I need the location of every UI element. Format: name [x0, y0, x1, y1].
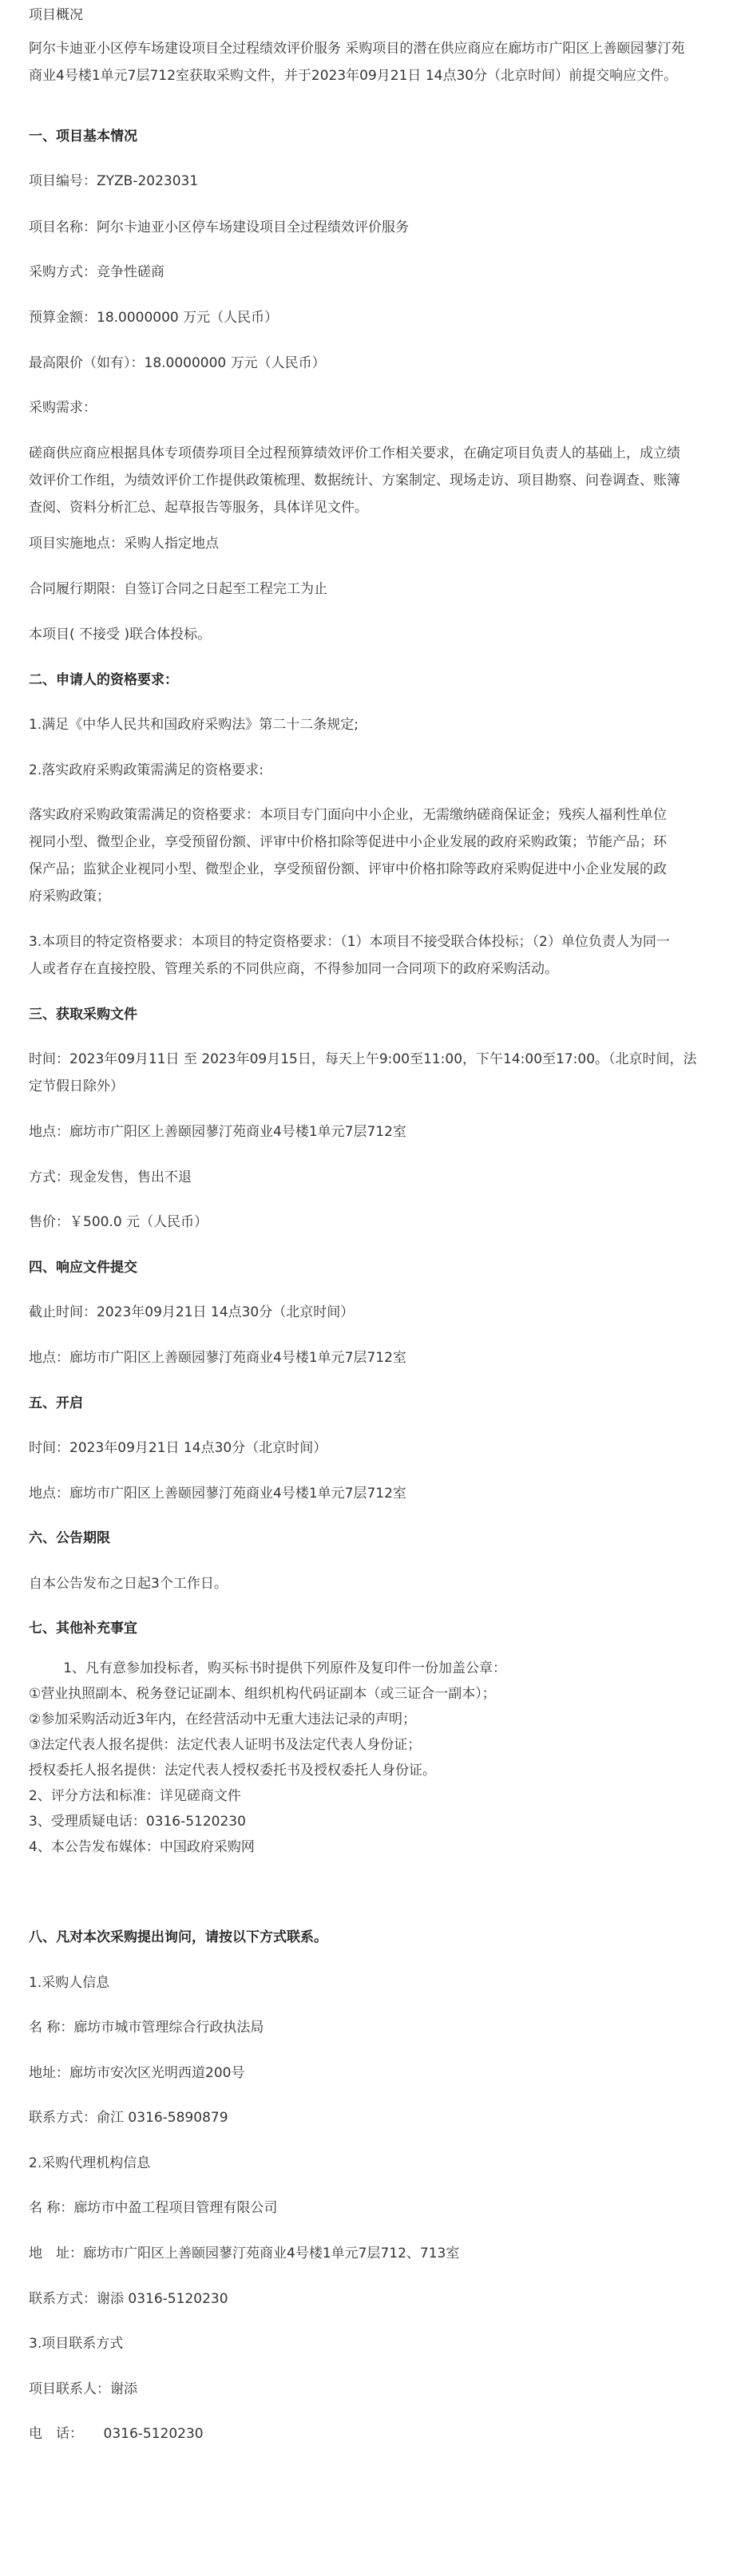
submission-place: 地点：廊坊市广阳区上善颐园蓼汀苑商业4号楼1单元7层712室: [29, 1350, 406, 1366]
acquire-time-line-2: 定节假日除外）: [29, 1078, 124, 1094]
agency-contact: 联系方式：谢添 0316-5120230: [29, 2291, 228, 2307]
opening-time: 时间：2023年09月21日 14点30分（北京时间）: [29, 1440, 327, 1456]
agency-name: 名 称：廊坊市中盈工程项目管理有限公司: [29, 2200, 278, 2216]
consortium-note: 本项目( 不接受 )联合体投标。: [29, 627, 212, 643]
demand-line-1: 磋商供应商应根据具体专项债券项目全过程预算绩效评价工作相关要求，在确定项目负责人的基础上，成立绩: [29, 445, 680, 461]
section-5-heading: 五、开启: [29, 1395, 83, 1411]
acquire-time-line-1: 时间：2023年09月11日 至 2023年09月15日，每天上午9:00至11:00，下午14:00至17:00。（北京时间，法: [29, 1051, 697, 1067]
supplement-line: ②参加采购活动近3年内，在经营活动中无重大违法记录的声明；: [29, 1711, 417, 1727]
section-1-heading: 一、项目基本情况: [29, 129, 137, 144]
section-3-heading: 三、获取采购文件: [29, 1007, 137, 1023]
buyer-contact: 联系方式：俞江 0316-5890879: [29, 2110, 228, 2126]
acquire-way: 方式：现金发售，售出不退: [29, 1169, 192, 1185]
qualification-item-3-line-2: 人或者存在直接控股、管理关系的不同供应商，不得参加同一合同项下的政府采购活动。: [29, 961, 558, 977]
implementation-location: 项目实施地点：采购人指定地点: [29, 536, 219, 552]
supplement-line: 2、评分方法和标准：详见磋商文件: [29, 1788, 241, 1804]
overview-line-2: 商业4号楼1单元7层712室获取采购文件，并于2023年09月21日 14点30分（北京时间）前提交响应文件。: [29, 68, 678, 84]
demand-line-3: 查阅、资料分析汇总、起草报告等服务，具体详见文件。: [29, 500, 368, 516]
supplement-line: 1、凡有意参加投标者，购买标书时提供下列原件及复印件一份加盖公章：: [29, 1660, 507, 1676]
overview-line-1: 阿尔卡迪亚小区停车场建设项目全过程绩效评价服务 采购项目的潜在供应商应在廊坊市广阳区上善颐园蓼汀苑: [29, 41, 685, 57]
policy-line-4: 府采购政策；: [29, 888, 110, 904]
buyer-address: 地址：廊坊市安次区光明西道200号: [29, 2065, 245, 2081]
contract-period: 合同履行期限：自签订合同之日起至工程完工为止: [29, 581, 327, 597]
project-name: 项目名称：阿尔卡迪亚小区停车场建设项目全过程绩效评价服务: [29, 220, 409, 235]
project-contact-title: 3.项目联系方式: [29, 2336, 124, 2352]
section-2-heading: 二、申请人的资格要求：: [29, 672, 178, 688]
procurement-method: 采购方式：竞争性磋商: [29, 264, 164, 280]
supplement-line: 3、受理质疑电话：0316-5120230: [29, 1814, 246, 1830]
submission-deadline: 截止时间：2023年09月21日 14点30分（北京时间）: [29, 1304, 355, 1320]
supplement-line: ①营业执照副本、税务登记证副本、组织机构代码证副本（或三证合一副本）；: [29, 1686, 496, 1702]
supplement-line: ③法定代表人报名提供：法定代表人证明书及法定代表人身份证；: [29, 1737, 422, 1753]
project-contact-person: 项目联系人：谢添: [29, 2381, 137, 2397]
agency-info-title: 2.采购代理机构信息: [29, 2155, 151, 2171]
qualification-item-2: 2.落实政府采购政策需满足的资格要求:: [29, 762, 264, 778]
acquire-place: 地点：廊坊市广阳区上善颐园蓼汀苑商业4号楼1单元7层712室: [29, 1124, 406, 1140]
agency-address: 地 址：廊坊市广阳区上善颐园蓼汀苑商业4号楼1单元7层712、713室: [29, 2246, 460, 2261]
acquire-price: 售价：￥500.0 元（人民币）: [29, 1214, 208, 1230]
section-4-heading: 四、响应文件提交: [29, 1260, 137, 1276]
supplement-line: 授权委托人报名提供：法定代表人授权委托书及授权委托人身份证。: [29, 1763, 436, 1779]
project-number: 项目编号：ZYZB-2023031: [29, 173, 199, 189]
opening-place: 地点：廊坊市广阳区上善颐园蓼汀苑商业4号楼1单元7层712室: [29, 1486, 406, 1502]
section-6-heading: 六、公告期限: [29, 1530, 110, 1546]
qualification-item-1: 1.满足《中华人民共和国政府采购法》第二十二条规定;: [29, 717, 359, 733]
demand-line-2: 效评价工作组，为绩效评价工作提供政策梳理、数据统计、方案制定、现场走访、项目勘察、问卷调查、账簿: [29, 473, 680, 489]
section-8-heading: 八、凡对本次采购提出询问，请按以下方式联系。: [29, 1929, 327, 1945]
section-7-heading: 七、其他补充事宜: [29, 1620, 137, 1636]
qualification-item-3-line-1: 3.本项目的特定资格要求：本项目的特定资格要求：（1）本项目不接受联合体投标；（2）单位负责人为同一: [29, 934, 670, 950]
notice-period: 自本公告发布之日起3个工作日。: [29, 1576, 228, 1592]
max-price: 最高限价（如有）：18.0000000 万元（人民币）: [29, 355, 326, 371]
buyer-name: 名 称：廊坊市城市管理综合行政执法局: [29, 2020, 264, 2036]
policy-line-2: 视同小型、微型企业，享受预留份额、评审中价格扣除等促进中小企业发展的政府采购政策；节能产品；环: [29, 834, 667, 850]
policy-line-1: 落实政府采购政策需满足的资格要求：本项目专门面向中小企业，无需缴纳磋商保证金；残疾人福利性单位: [29, 807, 667, 823]
project-contact-phone: 电 话： 0316-5120230: [29, 2426, 204, 2442]
budget-amount: 预算金额：18.0000000 万元（人民币）: [29, 310, 279, 326]
demand-label: 采购需求：: [29, 400, 97, 416]
overview-title: 项目概况: [29, 7, 83, 23]
supplement-line: 4、本公告发布媒体：中国政府采购网: [29, 1839, 255, 1855]
buyer-info-title: 1.采购人信息: [29, 1975, 110, 1991]
policy-line-3: 保产品；监狱企业视同小型、微型企业，享受预留份额、评审中价格扣除等政府采购促进中小企业发展的政: [29, 861, 667, 877]
